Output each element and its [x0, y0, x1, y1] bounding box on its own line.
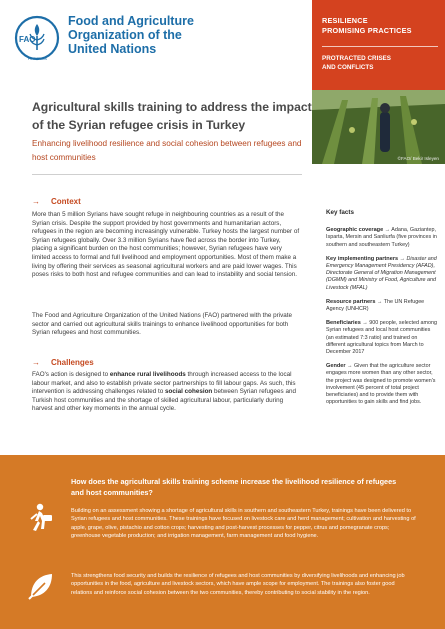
- fact-implementing-partners: [326, 256, 438, 292]
- fact-resource-partners: [326, 299, 438, 313]
- arrow-right-icon: →: [32, 358, 40, 367]
- fact-beneficiaries: [326, 320, 438, 356]
- series-line1: RESILIENCE: [322, 16, 368, 25]
- key-facts-title: Key facts: [326, 209, 355, 216]
- greenhouse-photo-illustration: [312, 90, 445, 164]
- fact-value: Given that the agriculture sector engages more women than any other sector, the project was designed to promote women's involvement (45 percent of total project beneficiaries) and to provide them with opportunities to gain skills and find jobs.: [326, 363, 436, 406]
- walking-person-icon: [26, 503, 56, 535]
- challenges-text-1: FAO's action is designed to: [32, 371, 110, 378]
- page-title: Agricultural skills training to address the impact of the Syrian refugee crisis in Turkey: [32, 100, 312, 132]
- title-divider: [32, 174, 302, 175]
- series-panel: [312, 0, 445, 90]
- fao-logo: [14, 12, 60, 64]
- page-subtitle: Enhancing livelihood resilience and social cohesion between refugees and host communities: [32, 139, 302, 162]
- series-label: [322, 16, 440, 36]
- fact-value: Adana, Gaziantep, Isparta, Mersin and Sanliurfa (five provinces in southern and southeastern Turkey): [326, 227, 437, 248]
- arrow-right-icon: →: [376, 298, 383, 305]
- category-line1: PROTRACTED CRISES: [322, 55, 391, 62]
- challenges-paragraph: [32, 371, 300, 414]
- org-name-line2: Organization of the: [68, 28, 182, 42]
- challenges-bold-2: social cohesion: [165, 388, 213, 396]
- fact-geographic-coverage: [326, 227, 438, 249]
- arrow-right-icon: →: [362, 320, 368, 327]
- key-facts: [326, 209, 438, 413]
- how-it-works-paragraph-2: This strengthens food security and builds the resilience of refugees and host communities by diversifying livelihoods and enhancing job opportunities in the food, agriculture and livestock sectors, which have ample scope for employment. The trainings also foster good relations and reinforce social cohesion between the two communities, thereby contributing to social stability in the region.: [71, 573, 405, 596]
- challenges-bold-1: enhance rural livelihoods: [109, 371, 186, 378]
- challenges-text-2: through increased access to the local labour market, and also to establish private sector partnerships to fill labour gaps. As such, this intervention is addressing challenges related to: [32, 371, 296, 396]
- how-it-works-question: How does the agricultural skills training scheme increase the livelihood resilience of refugees and host communities?: [71, 477, 397, 497]
- organization-name: [68, 14, 218, 56]
- context-paragraph-2: The Food and Agriculture Organization of the United Nations (FAO) partnered with the private sector and carried out agricultural skills trainings to enhance livelihood opportunities for both Syrian refugees and host communities.: [32, 312, 293, 337]
- fact-label: Beneficiaries: [326, 320, 361, 327]
- how-it-works-paragraph-1: Building on an assessment showing a shortage of agricultural skills in southern and southeastern Turkey, trainings have been delivered to Syrian refugees and host communities. These trainings have focused on livestock care and herd management; cultivation and harvesting of apple, grape, olive, pistachio and cotton crops; harvesting and post-harvest processes for pepper, citrus and pomegranate crops; greenhouse vegetable production; and irrigation management, farm management and food hygiene.: [71, 508, 416, 540]
- series-line2: PROMISING PRACTICES: [322, 26, 412, 35]
- panel-divider: [322, 46, 438, 47]
- fact-label: Gender: [326, 363, 346, 370]
- photo-credit: ©FAO/ Bekir Isleyen: [397, 156, 439, 161]
- category-line2: AND CONFLICTS: [322, 63, 374, 71]
- greenhouse-photo: [312, 90, 445, 164]
- context-heading-text: Context: [51, 197, 81, 206]
- fact-label: Key implementing partners: [326, 255, 399, 262]
- fact-gender: [326, 363, 438, 406]
- arrow-right-icon: →: [399, 255, 406, 262]
- logo-motto: FIAT PANIS: [28, 57, 47, 61]
- logo-letter-f: FAO: [19, 35, 36, 44]
- category-label: [322, 55, 440, 72]
- org-name-line3: United Nations: [68, 42, 157, 56]
- challenges-text-3: between Syrian refugees and Turkish host communities and the shortage of skilled agricultural labour, particularly during harvest and other key moments in the annual cycle.: [32, 388, 296, 413]
- leaf-icon: [27, 571, 55, 601]
- fact-value: The UN Refugee Agency (UNHCR): [326, 298, 425, 313]
- arrow-right-icon: →: [347, 363, 353, 370]
- fact-label: Geographic coverage: [326, 227, 384, 234]
- context-heading: [32, 197, 81, 206]
- fact-label: Resource partners: [326, 298, 376, 305]
- org-name-line1: Food and Agriculture: [68, 14, 194, 28]
- how-it-works-box: [0, 455, 445, 629]
- fact-value: Disaster and Emergency Management Presidency (AFAD), Directorate General of Migration Management (DGMM) and Ministry of Food, Agriculture and Livestock (MFAL): [326, 255, 437, 291]
- challenges-heading: [32, 358, 94, 367]
- arrow-right-icon: →: [384, 227, 391, 234]
- arrow-right-icon: →: [32, 197, 40, 206]
- context-paragraph-1: More than 5 million Syrians have sought refuge in neighbouring countries as a result of the Syrian crisis. Despite the support provided by host governments and humanitarian actors, refugees in the region are becoming increasingly vulnerable. Turkey hosts the largest number of Syrian refugees globally. Over 3.3 million Syrians have fled across the border into Turkey, placing a significant burden on the host communities; however, Syrian refugees have very limited access to formal and full livelihood and employment opportunities. Most of them make a living by offering their services as seasonal agricultural workers and are paid lower wages. This poses risks to both host and refugee communities and can lead to instability and social tension.: [32, 211, 300, 279]
- challenges-heading-text: Challenges: [51, 358, 94, 367]
- fact-value: 900 people, selected among Syrian refugees and local host communities (an estimated 7:3 ratio) and trained on different agricultural topics from March to December 2017: [326, 320, 437, 356]
